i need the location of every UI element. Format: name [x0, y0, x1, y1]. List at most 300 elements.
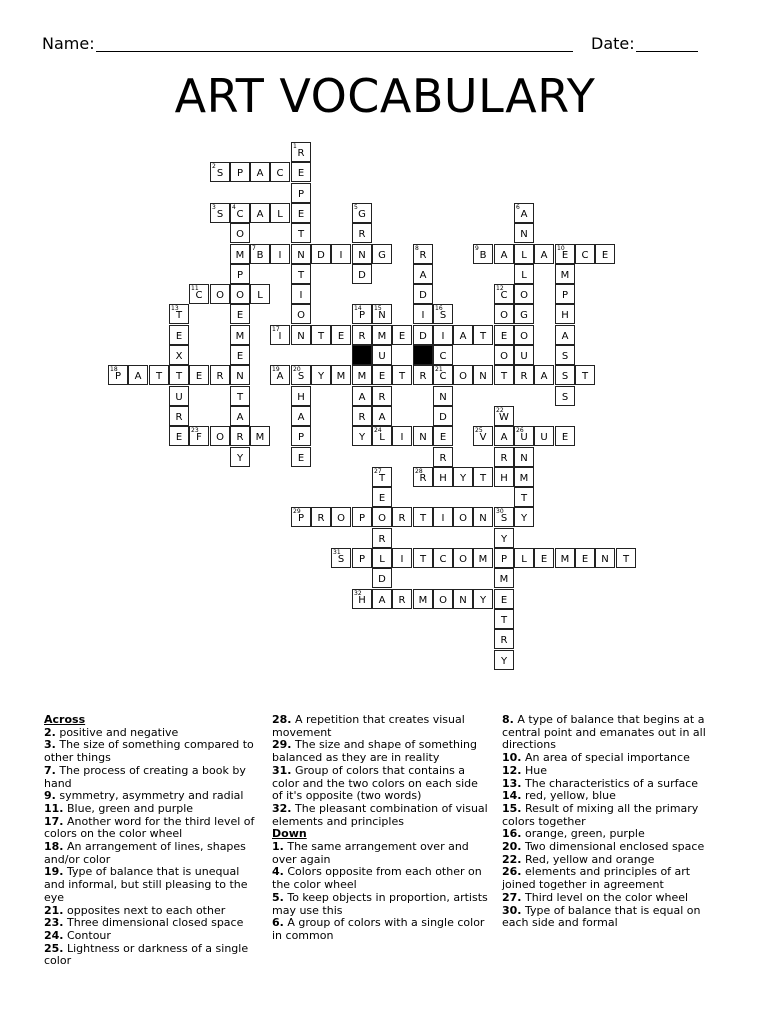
grid-cell[interactable]	[453, 507, 473, 527]
grid-cell[interactable]	[291, 183, 311, 203]
cell-letter: R	[398, 513, 406, 524]
clue-across: 3. The size of something compared to other things	[44, 738, 254, 765]
grid-cell[interactable]	[230, 345, 250, 365]
cell-letter: U	[520, 432, 528, 443]
grid-cell[interactable]	[291, 264, 311, 284]
cell-letter: A	[358, 392, 366, 403]
grid-cell[interactable]	[494, 629, 514, 649]
clue-down: 26. elements and principles of art joined together in agreement	[502, 865, 691, 892]
grid-cell[interactable]	[169, 386, 189, 406]
grid-cell[interactable]	[413, 507, 433, 527]
clue-down: 10. An area of special importance	[502, 751, 690, 765]
grid-cell[interactable]	[230, 284, 250, 304]
clue-across: 25. Lightness or darkness of a single color	[44, 941, 249, 968]
clue-number: 15	[374, 305, 382, 312]
cell-letter: Y	[500, 534, 508, 545]
grid-cell[interactable]	[534, 365, 554, 385]
grid-cell[interactable]	[494, 568, 514, 588]
grid-cell[interactable]	[331, 548, 351, 568]
grid-cell[interactable]	[555, 325, 575, 345]
grid-cell[interactable]	[291, 507, 311, 527]
grid-cell[interactable]	[270, 365, 290, 385]
cell-letter: E	[297, 168, 305, 179]
clue-down: 30. Type of balance that is equal on each side and formal	[502, 903, 701, 930]
cell-letter: N	[520, 229, 528, 240]
cell-letter: H	[297, 392, 305, 403]
grid-cell[interactable]	[331, 507, 351, 527]
grid-cell[interactable]	[108, 365, 128, 385]
cell-letter: O	[459, 513, 467, 524]
clue-down: 14. red, yellow, blue	[502, 789, 616, 803]
grid-cell[interactable]	[494, 467, 514, 487]
grid-cell[interactable]	[169, 345, 189, 365]
grid-cell[interactable]	[291, 447, 311, 467]
cell-letter: A	[236, 412, 244, 423]
grid-cell[interactable]	[514, 264, 534, 284]
grid-cell[interactable]	[291, 162, 311, 182]
grid-cell[interactable]	[555, 426, 575, 446]
cell-letter: S	[337, 554, 345, 565]
grid-cell[interactable]	[494, 244, 514, 264]
grid-cell[interactable]	[433, 365, 453, 385]
grid-cell[interactable]	[230, 386, 250, 406]
grid-cell[interactable]	[575, 365, 595, 385]
grid-cell[interactable]	[453, 365, 473, 385]
grid-cell[interactable]	[514, 284, 534, 304]
cell-letter: Y	[358, 432, 366, 443]
grid-cell[interactable]	[555, 365, 575, 385]
clue-across: 19. Type of balance that is unequal and informal, but still pleasing to the eye	[44, 865, 248, 904]
grid-cell[interactable]	[473, 507, 493, 527]
grid-cell[interactable]	[230, 304, 250, 324]
cell-letter: N	[479, 513, 487, 524]
grid-cell[interactable]	[311, 507, 331, 527]
cell-letter: B	[256, 250, 264, 261]
grid-cell[interactable]	[291, 203, 311, 223]
grid-cell[interactable]	[169, 426, 189, 446]
cell-letter: M	[499, 574, 509, 585]
grid-cell[interactable]	[352, 304, 372, 324]
cell-letter: M	[235, 250, 245, 261]
cell-letter: R	[439, 453, 447, 464]
cell-letter: A	[256, 168, 264, 179]
grid-cell[interactable]	[473, 426, 493, 446]
grid-cell[interactable]	[372, 426, 392, 446]
grid-cell[interactable]	[433, 548, 453, 568]
grid-cell[interactable]	[372, 487, 392, 507]
grid-cell[interactable]	[413, 304, 433, 324]
grid-cell[interactable]	[514, 223, 534, 243]
grid-cell[interactable]	[514, 548, 534, 568]
grid-cell[interactable]	[433, 386, 453, 406]
grid-cell[interactable]	[494, 548, 514, 568]
cell-letter: E	[236, 351, 244, 362]
cell-letter: A	[540, 250, 548, 261]
grid-cell[interactable]	[250, 244, 270, 264]
cell-letter: T	[175, 371, 183, 382]
grid-cell[interactable]	[291, 223, 311, 243]
grid-cell[interactable]	[169, 406, 189, 426]
grid-cell[interactable]	[230, 426, 250, 446]
cell-letter: S	[561, 371, 569, 382]
clue-number: 12	[496, 285, 504, 292]
grid-cell[interactable]	[413, 244, 433, 264]
grid-cell[interactable]	[230, 223, 250, 243]
cell-letter: E	[175, 432, 183, 443]
grid-cell[interactable]	[352, 365, 372, 385]
grid-cell[interactable]	[291, 426, 311, 446]
grid-cell[interactable]	[494, 609, 514, 629]
clue-across: 17. Another word for the third level of colors on the color wheel	[44, 814, 255, 841]
grid-cell[interactable]	[413, 284, 433, 304]
grid-cell[interactable]	[514, 325, 534, 345]
cell-letter: W	[499, 412, 509, 423]
cell-letter: T	[297, 229, 305, 240]
grid-cell[interactable]	[514, 345, 534, 365]
cell-letter: T	[500, 371, 508, 382]
cell-letter: S	[216, 168, 224, 179]
grid-cell[interactable]	[433, 447, 453, 467]
grid-cell[interactable]	[352, 244, 372, 264]
cell-letter: N	[297, 331, 305, 342]
grid-cell[interactable]	[291, 325, 311, 345]
cell-letter: H	[439, 473, 447, 484]
grid-cell[interactable]	[392, 325, 412, 345]
clue-number: 29	[293, 508, 301, 515]
grid-cell[interactable]	[555, 386, 575, 406]
clue-across: 31. Group of colors that contains a color and the two colors on each side of it's opposite (two words)	[272, 763, 478, 803]
grid-cell[interactable]	[514, 203, 534, 223]
grid-cell[interactable]	[372, 548, 392, 568]
clue-number: 20	[293, 366, 301, 373]
grid-cell[interactable]	[473, 365, 493, 385]
grid-cell[interactable]	[189, 426, 209, 446]
clue-number: 9	[475, 245, 479, 252]
clue-number: 21	[435, 366, 443, 373]
grid-cell[interactable]	[413, 264, 433, 284]
grid-cell[interactable]	[555, 548, 575, 568]
grid-cell[interactable]	[291, 386, 311, 406]
grid-cell[interactable]	[372, 406, 392, 426]
clue-number: 19	[272, 366, 280, 373]
cell-letter: O	[439, 595, 447, 606]
cell-letter: R	[419, 250, 427, 261]
grid-cell[interactable]	[534, 426, 554, 446]
grid-cell[interactable]	[230, 325, 250, 345]
grid-cell[interactable]	[433, 467, 453, 487]
cell-letter: E	[500, 331, 508, 342]
grid-cell[interactable]	[595, 548, 615, 568]
grid-cell[interactable]	[311, 325, 331, 345]
grid-cell[interactable]	[352, 325, 372, 345]
cell-letter: T	[479, 473, 487, 484]
grid-cell[interactable]	[494, 528, 514, 548]
grid-cell[interactable]	[494, 507, 514, 527]
grid-cell[interactable]	[331, 365, 351, 385]
grid-cell[interactable]	[311, 244, 331, 264]
grid-cell[interactable]	[210, 426, 230, 446]
grid-cell[interactable]	[514, 426, 534, 446]
cell-letter: P	[297, 189, 305, 200]
grid-cell[interactable]	[494, 589, 514, 609]
grid-cell[interactable]	[250, 203, 270, 223]
grid-cell[interactable]	[270, 244, 290, 264]
cell-letter: O	[216, 432, 224, 443]
cell-letter: I	[441, 513, 445, 524]
grid-cell[interactable]	[210, 365, 230, 385]
clue-number: 23	[191, 427, 199, 434]
grid-cell[interactable]	[494, 304, 514, 324]
cell-letter: U	[175, 392, 183, 403]
grid-cell[interactable]	[473, 467, 493, 487]
cell-letter: M	[560, 554, 570, 565]
grid-cell[interactable]	[291, 365, 311, 385]
grid-cell[interactable]	[514, 304, 534, 324]
clue-down: 1. The same arrangement over and over again	[272, 840, 469, 866]
grid-cell[interactable]	[555, 284, 575, 304]
clue-down: 27. Third level on the color wheel	[502, 890, 689, 904]
grid-cell[interactable]	[372, 589, 392, 609]
grid-cell[interactable]	[534, 244, 554, 264]
grid-cell[interactable]	[230, 162, 250, 182]
grid-cell[interactable]	[230, 365, 250, 385]
grid-cell[interactable]	[291, 304, 311, 324]
grid-cell[interactable]	[372, 507, 392, 527]
grid-cell[interactable]	[392, 426, 412, 446]
cell-letter: Y	[236, 453, 244, 464]
cell-letter: M	[519, 473, 529, 484]
grid-cell[interactable]	[149, 365, 169, 385]
grid-cell[interactable]	[514, 365, 534, 385]
cell-letter: M	[255, 432, 265, 443]
grid-cell[interactable]	[352, 264, 372, 284]
grid-cell[interactable]	[413, 426, 433, 446]
grid-cell[interactable]	[372, 244, 392, 264]
cell-letter: M	[560, 270, 570, 281]
grid-cell[interactable]	[555, 264, 575, 284]
cell-letter: R	[175, 412, 183, 423]
cell-letter: D	[317, 250, 325, 261]
grid-cell[interactable]	[575, 548, 595, 568]
grid-cell[interactable]	[352, 426, 372, 446]
grid-cell[interactable]	[494, 284, 514, 304]
grid-cell[interactable]	[352, 406, 372, 426]
grid-cell[interactable]	[230, 203, 250, 223]
cell-letter: V	[479, 432, 487, 443]
grid-cell[interactable]	[433, 426, 453, 446]
grid-cell[interactable]	[230, 447, 250, 467]
clue-number: 7	[252, 245, 256, 252]
grid-cell[interactable]	[514, 487, 534, 507]
cell-letter: H	[561, 310, 569, 321]
grid-cell[interactable]	[413, 467, 433, 487]
grid-cell[interactable]	[595, 244, 615, 264]
grid-cell[interactable]	[270, 325, 290, 345]
cell-letter: R	[236, 432, 244, 443]
grid-cell[interactable]	[433, 304, 453, 324]
cell-letter: L	[521, 270, 527, 281]
grid-cell[interactable]	[291, 142, 311, 162]
clue-across: 29. The size and shape of something balanced as they are in reality	[272, 738, 477, 765]
grid-cell[interactable]	[555, 304, 575, 324]
grid-cell[interactable]	[169, 304, 189, 324]
grid-cell[interactable]	[413, 589, 433, 609]
grid-cell[interactable]	[433, 345, 453, 365]
cell-letter: G	[358, 209, 366, 220]
grid-cell[interactable]	[514, 447, 534, 467]
grid-cell[interactable]	[250, 284, 270, 304]
cell-letter: R	[216, 371, 224, 382]
grid-cell[interactable]	[352, 223, 372, 243]
clue-number: 10	[557, 245, 565, 252]
cell-letter: D	[358, 270, 366, 281]
cell-letter: O	[378, 513, 386, 524]
grid-cell[interactable]	[494, 345, 514, 365]
grid-cell[interactable]	[189, 365, 209, 385]
grid-cell[interactable]	[250, 426, 270, 446]
grid-cell[interactable]	[352, 548, 372, 568]
grid-cell[interactable]	[514, 467, 534, 487]
cell-letter: U	[540, 432, 548, 443]
grid-cell[interactable]	[616, 548, 636, 568]
grid-cell[interactable]	[230, 264, 250, 284]
grid-cell[interactable]	[372, 345, 392, 365]
grid-cell[interactable]	[372, 365, 392, 385]
grid-cell[interactable]	[473, 244, 493, 264]
grid-cell[interactable]	[392, 365, 412, 385]
grid-cell[interactable]	[230, 244, 250, 264]
cell-letter: C	[195, 290, 203, 301]
grid-cell[interactable]	[514, 244, 534, 264]
cell-letter: R	[378, 392, 386, 403]
grid-cell[interactable]	[433, 406, 453, 426]
grid-cell[interactable]	[413, 325, 433, 345]
grid-cell[interactable]	[494, 650, 514, 670]
cell-letter: T	[520, 493, 528, 504]
cell-letter: C	[276, 168, 284, 179]
grid-cell[interactable]	[575, 244, 595, 264]
clue-down: 12. Hue	[502, 763, 548, 777]
grid-cell[interactable]	[514, 507, 534, 527]
grid-cell[interactable]	[230, 406, 250, 426]
grid-cell[interactable]	[372, 386, 392, 406]
clue-number: 8	[415, 245, 419, 252]
clue-number: 25	[475, 427, 483, 434]
grid-cell[interactable]	[372, 304, 392, 324]
cell-letter: S	[561, 351, 569, 362]
down-heading: Down	[272, 827, 307, 841]
grid-cell[interactable]	[473, 325, 493, 345]
grid-cell[interactable]	[534, 548, 554, 568]
grid-cell[interactable]	[555, 244, 575, 264]
grid-cell[interactable]	[210, 284, 230, 304]
cell-letter: N	[378, 310, 386, 321]
grid-cell[interactable]	[413, 548, 433, 568]
grid-cell[interactable]	[433, 325, 453, 345]
grid-cell[interactable]	[331, 325, 351, 345]
grid-cell[interactable]	[494, 447, 514, 467]
grid-cell[interactable]	[413, 365, 433, 385]
grid-cell[interactable]	[392, 548, 412, 568]
cell-letter: P	[358, 554, 366, 565]
clue-number: 1	[293, 143, 297, 150]
cell-letter: P	[500, 554, 508, 565]
cell-letter: E	[297, 453, 305, 464]
grid-cell[interactable]	[392, 589, 412, 609]
grid-cell[interactable]	[352, 507, 372, 527]
cell-letter: E	[297, 209, 305, 220]
grid-cell[interactable]	[169, 365, 189, 385]
grid-cell[interactable]	[291, 244, 311, 264]
cell-letter: S	[216, 209, 224, 220]
grid-cell[interactable]	[128, 365, 148, 385]
cell-letter: E	[601, 250, 609, 261]
grid-cell[interactable]	[331, 244, 351, 264]
cell-letter: R	[500, 453, 508, 464]
grid-cell[interactable]	[372, 325, 392, 345]
grid-cell[interactable]	[392, 507, 412, 527]
grid-cell[interactable]	[291, 406, 311, 426]
clue-across: 32. The pleasant combination of visual elements and principles	[272, 801, 488, 828]
grid-cell[interactable]	[372, 528, 392, 548]
cell-letter: P	[236, 270, 244, 281]
cell-letter: I	[339, 250, 343, 261]
grid-cell[interactable]	[169, 325, 189, 345]
grid-cell[interactable]	[210, 203, 230, 223]
grid-cell[interactable]	[189, 284, 209, 304]
grid-cell[interactable]	[270, 203, 290, 223]
cell-letter: A	[378, 412, 386, 423]
cell-letter: R	[317, 513, 325, 524]
black-cell	[413, 345, 433, 365]
grid-cell[interactable]	[473, 589, 493, 609]
grid-cell[interactable]	[473, 548, 493, 568]
grid-cell[interactable]	[372, 467, 392, 487]
grid-cell[interactable]	[372, 568, 392, 588]
cell-letter: M	[235, 331, 245, 342]
grid-cell[interactable]	[291, 284, 311, 304]
grid-cell[interactable]	[311, 365, 331, 385]
grid-cell[interactable]	[250, 162, 270, 182]
cell-letter: E	[561, 432, 569, 443]
grid-cell[interactable]	[210, 162, 230, 182]
cell-letter: I	[400, 554, 404, 565]
cell-letter: A	[297, 412, 305, 423]
grid-cell[interactable]	[494, 365, 514, 385]
clue-number: 30	[496, 508, 504, 515]
grid-cell[interactable]	[555, 345, 575, 365]
grid-cell[interactable]	[453, 548, 473, 568]
grid-cell[interactable]	[433, 507, 453, 527]
clue-across: 2. positive and negative	[44, 725, 179, 739]
grid-cell[interactable]	[270, 162, 290, 182]
cell-letter: S	[561, 392, 569, 403]
grid-cell[interactable]	[453, 589, 473, 609]
cell-letter: H	[358, 595, 366, 606]
grid-cell[interactable]	[352, 589, 372, 609]
grid-cell[interactable]	[494, 325, 514, 345]
grid-cell[interactable]	[352, 386, 372, 406]
grid-cell[interactable]	[433, 589, 453, 609]
clue-across: 28. A repetition that creates visual movement	[272, 713, 465, 739]
cell-letter: O	[520, 331, 528, 342]
grid-cell[interactable]	[453, 467, 473, 487]
grid-cell[interactable]	[494, 406, 514, 426]
cell-letter: O	[459, 371, 467, 382]
grid-cell[interactable]	[453, 325, 473, 345]
grid-cell[interactable]	[352, 203, 372, 223]
grid-cell[interactable]	[494, 426, 514, 446]
